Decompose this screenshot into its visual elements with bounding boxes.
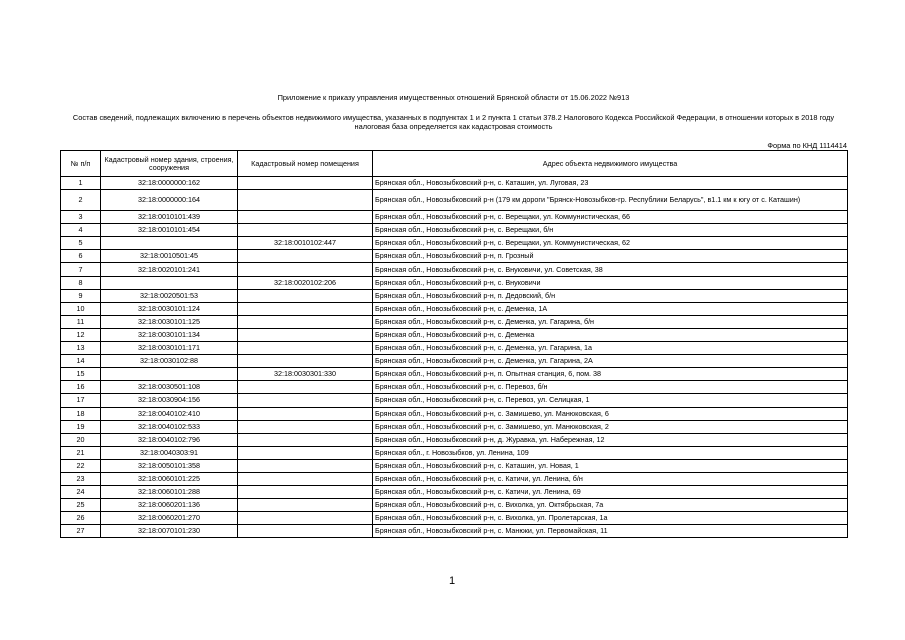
- cell-building-cadastral: [101, 237, 238, 250]
- cell-number: 19: [61, 420, 101, 433]
- table-row: [61, 446, 848, 459]
- cell-building-cadastral: [101, 276, 238, 289]
- cell-building-cadastral: 32:18:0040102:410: [101, 407, 238, 420]
- cell-premise-cadastral: [238, 394, 373, 407]
- table-row: [61, 459, 848, 472]
- cell-premise-cadastral: [238, 315, 373, 328]
- cell-address: Брянская обл., Новозыбковский р-н (179 км дороги "Брянск-Новозыбков-гр. Республики Беларусь", в1.1 км к югу от с. Каташин): [373, 190, 848, 211]
- cell-building-cadastral: 32:18:0040303:91: [101, 446, 238, 459]
- cell-address: Брянская обл., Новозыбковский р-н, с. Перевоз, б/н: [373, 381, 848, 394]
- cell-number: 6: [61, 250, 101, 263]
- table-row: [61, 250, 848, 263]
- cell-number: 18: [61, 407, 101, 420]
- cell-number: 3: [61, 211, 101, 224]
- table-row: [61, 224, 848, 237]
- cell-number: 27: [61, 525, 101, 538]
- cell-building-cadastral: 32:18:0000000:164: [101, 190, 238, 211]
- cell-premise-cadastral: [238, 525, 373, 538]
- cell-premise-cadastral: [238, 263, 373, 276]
- cell-premise-cadastral: [238, 342, 373, 355]
- table-row: [61, 486, 848, 499]
- cell-building-cadastral: 32:18:0060201:136: [101, 499, 238, 512]
- cell-premise-cadastral: 32:18:0010102:447: [238, 237, 373, 250]
- table-header-row: [61, 151, 848, 177]
- column-header-building-cadastral: Кадастровый номер здания, строения, сооружения: [101, 151, 238, 177]
- cell-premise-cadastral: [238, 355, 373, 368]
- cell-building-cadastral: 32:18:0030101:171: [101, 342, 238, 355]
- cell-number: 9: [61, 289, 101, 302]
- page-title: Приложение к приказу управления имущественных отношений Брянской области от 15.06.2022 №913: [277, 93, 630, 102]
- cell-address: Брянская обл., Новозыбковский р-н, д. Журавка, ул. Набережная, 12: [373, 433, 848, 446]
- table-row: [61, 315, 848, 328]
- cell-premise-cadastral: [238, 407, 373, 420]
- table-row: [61, 420, 848, 433]
- cell-number: 23: [61, 472, 101, 485]
- table-row: [61, 433, 848, 446]
- cell-building-cadastral: 32:18:0030101:125: [101, 315, 238, 328]
- cell-address: Брянская обл., г. Новозыбков, ул. Ленина, 109: [373, 446, 848, 459]
- cell-building-cadastral: 32:18:0030101:134: [101, 328, 238, 341]
- table-row: [61, 381, 848, 394]
- cell-address: Брянская обл., Новозыбковский р-н, п. Дедовский, б/н: [373, 289, 848, 302]
- cell-address: Брянская обл., Новозыбковский р-н, с. Манюки, ул. Первомайская, 11: [373, 525, 848, 538]
- cell-address: Брянская обл., Новозыбковский р-н, с. Внуковичи: [373, 276, 848, 289]
- table-row: [61, 394, 848, 407]
- cell-number: 26: [61, 512, 101, 525]
- table-row: [61, 263, 848, 276]
- cell-number: 13: [61, 342, 101, 355]
- cell-address: Брянская обл., Новозыбковский р-н, с. Катичи, ул. Ленина, б/н: [373, 472, 848, 485]
- cell-number: 5: [61, 237, 101, 250]
- cell-number: 11: [61, 315, 101, 328]
- table-row: [61, 177, 848, 190]
- cell-premise-cadastral: [238, 381, 373, 394]
- cell-premise-cadastral: [238, 446, 373, 459]
- cell-building-cadastral: 32:18:0010101:454: [101, 224, 238, 237]
- cell-building-cadastral: 32:18:0030102:88: [101, 355, 238, 368]
- cell-address: Брянская обл., Новозыбковский р-н, п. Опытная станция, 6, пом. 38: [373, 368, 848, 381]
- column-header-address: Адрес объекта недвижимого имущества: [373, 151, 848, 177]
- table-row: [61, 342, 848, 355]
- property-table: [60, 150, 848, 538]
- cell-number: 1: [61, 177, 101, 190]
- cell-address: Брянская обл., Новозыбковский р-н, с. Деменка, ул. Гагарина, б/н: [373, 315, 848, 328]
- cell-address: Брянская обл., Новозыбковский р-н, с. Каташин, ул. Новая, 1: [373, 459, 848, 472]
- cell-number: 8: [61, 276, 101, 289]
- cell-building-cadastral: 32:18:0050101:358: [101, 459, 238, 472]
- cell-number: 7: [61, 263, 101, 276]
- table-row: [61, 525, 848, 538]
- cell-building-cadastral: 32:18:0040102:796: [101, 433, 238, 446]
- cell-building-cadastral: 32:18:0020101:241: [101, 263, 238, 276]
- cell-premise-cadastral: 32:18:0030301:330: [238, 368, 373, 381]
- cell-address: Брянская обл., Новозыбковский р-н, с. Каташин, ул. Луговая, 23: [373, 177, 848, 190]
- cell-building-cadastral: 32:18:0010101:439: [101, 211, 238, 224]
- table-row: [61, 499, 848, 512]
- cell-premise-cadastral: [238, 459, 373, 472]
- cell-premise-cadastral: [238, 302, 373, 315]
- cell-building-cadastral: 32:18:0070101:230: [101, 525, 238, 538]
- cell-premise-cadastral: [238, 224, 373, 237]
- cell-premise-cadastral: [238, 328, 373, 341]
- cell-address: Брянская обл., Новозыбковский р-н, п. Грозный: [373, 250, 848, 263]
- cell-number: 15: [61, 368, 101, 381]
- cell-premise-cadastral: [238, 512, 373, 525]
- cell-address: Брянская обл., Новозыбковский р-н, с. Деменка: [373, 328, 848, 341]
- table-row: [61, 368, 848, 381]
- cell-building-cadastral: 32:18:0010501:45: [101, 250, 238, 263]
- table-row: [61, 190, 848, 211]
- cell-premise-cadastral: [238, 190, 373, 211]
- cell-premise-cadastral: [238, 420, 373, 433]
- cell-address: Брянская обл., Новозыбковский р-н, с. Деменка, 1А: [373, 302, 848, 315]
- cell-premise-cadastral: [238, 472, 373, 485]
- table-row: [61, 276, 848, 289]
- cell-address: Брянская обл., Новозыбковский р-н, с. Деменка, ул. Гагарина, 1а: [373, 342, 848, 355]
- cell-address: Брянская обл., Новозыбковский р-н, с. Вихолка, ул. Октябрьская, 7а: [373, 499, 848, 512]
- cell-address: Брянская обл., Новозыбковский р-н, с. Замишево, ул. Манюковская, 6: [373, 407, 848, 420]
- cell-number: 2: [61, 190, 101, 211]
- cell-number: 14: [61, 355, 101, 368]
- cell-building-cadastral: 32:18:0030904:156: [101, 394, 238, 407]
- table-body: [61, 177, 848, 538]
- table-row: [61, 328, 848, 341]
- cell-premise-cadastral: [238, 289, 373, 302]
- cell-number: 24: [61, 486, 101, 499]
- cell-address: Брянская обл., Новозыбковский р-н, с. Катичи, ул. Ленина, 69: [373, 486, 848, 499]
- cell-number: 16: [61, 381, 101, 394]
- cell-premise-cadastral: [238, 499, 373, 512]
- document-subtitle: Состав сведений, подлежащих включению в перечень объектов недвижимого имущества, указанных в подпунктах 1 и 2 пункта 1 статьи 378.2 Налогового Кодекса Российской Федерации, в отношении которых в 2018 году налоговая база определяется как кадастровая стоимость: [72, 113, 835, 131]
- cell-building-cadastral: [101, 368, 238, 381]
- cell-number: 21: [61, 446, 101, 459]
- cell-building-cadastral: 32:18:0060201:270: [101, 512, 238, 525]
- cell-address: Брянская обл., Новозыбковский р-н, с. Вихолка, ул. Пролетарская, 1а: [373, 512, 848, 525]
- table-row: [61, 355, 848, 368]
- table-row: [61, 472, 848, 485]
- cell-address: Брянская обл., Новозыбковский р-н, с. Замишево, ул. Манюковская, 2: [373, 420, 848, 433]
- cell-building-cadastral: 32:18:0060101:288: [101, 486, 238, 499]
- cell-building-cadastral: 32:18:0040102:533: [101, 420, 238, 433]
- table-row: [61, 211, 848, 224]
- column-header-premise-cadastral: Кадастровый номер помещения: [238, 151, 373, 177]
- cell-address: Брянская обл., Новозыбковский р-н, с. Перевоз, ул. Селицкая, 1: [373, 394, 848, 407]
- cell-premise-cadastral: [238, 433, 373, 446]
- cell-premise-cadastral: 32:18:0020102:206: [238, 276, 373, 289]
- cell-number: 20: [61, 433, 101, 446]
- form-code: Форма по КНД 1114414: [767, 141, 847, 150]
- cell-number: 25: [61, 499, 101, 512]
- table-row: [61, 302, 848, 315]
- cell-address: Брянская обл., Новозыбковский р-н, с. Верещаки, б/н: [373, 224, 848, 237]
- cell-address: Брянская обл., Новозыбковский р-н, с. Верещаки, ул. Коммунистическая, 66: [373, 211, 848, 224]
- table-row: [61, 512, 848, 525]
- page-number: 1: [449, 575, 456, 587]
- cell-number: 4: [61, 224, 101, 237]
- cell-building-cadastral: 32:18:0030501:108: [101, 381, 238, 394]
- cell-number: 12: [61, 328, 101, 341]
- cell-address: Брянская обл., Новозыбковский р-н, с. Деменка, ул. Гагарина, 2А: [373, 355, 848, 368]
- cell-premise-cadastral: [238, 211, 373, 224]
- table-row: [61, 407, 848, 420]
- cell-premise-cadastral: [238, 486, 373, 499]
- table-row: [61, 237, 848, 250]
- cell-number: 17: [61, 394, 101, 407]
- cell-building-cadastral: 32:18:0030101:124: [101, 302, 238, 315]
- column-header-number: № п/п: [61, 151, 101, 177]
- table-row: [61, 289, 848, 302]
- cell-premise-cadastral: [238, 177, 373, 190]
- cell-address: Брянская обл., Новозыбковский р-н, с. Внуковичи, ул. Советская, 38: [373, 263, 848, 276]
- cell-number: 22: [61, 459, 101, 472]
- cell-number: 10: [61, 302, 101, 315]
- cell-address: Брянская обл., Новозыбковский р-н, с. Верещаки, ул. Коммунистическая, 62: [373, 237, 848, 250]
- cell-premise-cadastral: [238, 250, 373, 263]
- cell-building-cadastral: 32:18:0060101:225: [101, 472, 238, 485]
- cell-building-cadastral: 32:18:0000000:162: [101, 177, 238, 190]
- cell-building-cadastral: 32:18:0020501:53: [101, 289, 238, 302]
